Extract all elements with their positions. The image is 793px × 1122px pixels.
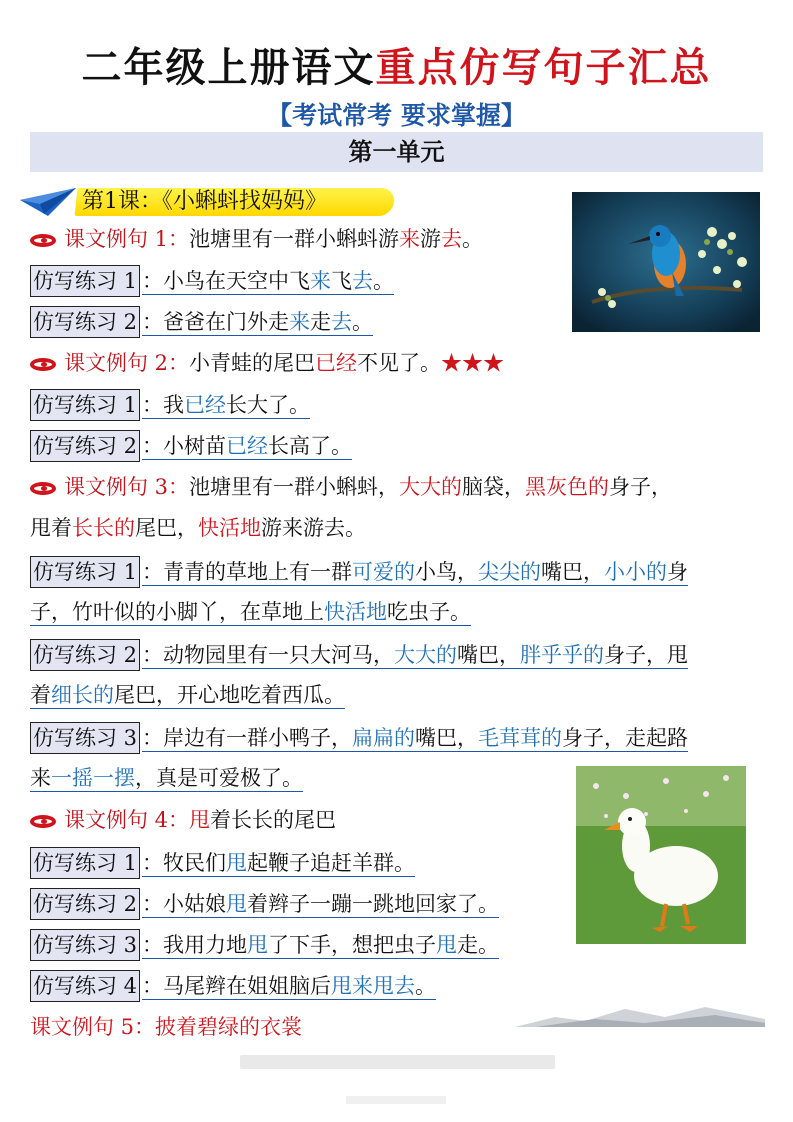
text-segment: ：小鸟在天空中飞 bbox=[142, 269, 311, 293]
text-segment: ：牧民们 bbox=[142, 851, 227, 875]
text-segment: 细长的 bbox=[51, 683, 114, 707]
example-label: 课文例句 2： bbox=[64, 351, 190, 375]
text-segment: 走 bbox=[310, 310, 332, 334]
text-segment: ：动物园里有一只大河马， bbox=[142, 643, 395, 667]
text-segment: 小小的 bbox=[604, 560, 668, 584]
text-segment: 身子，甩 bbox=[604, 643, 689, 667]
practice-sentence bbox=[30, 683, 345, 709]
practice-label-box: 仿写练习 2 bbox=[30, 430, 140, 462]
practice-line bbox=[30, 430, 352, 462]
text-segment: 毛茸茸的 bbox=[478, 726, 563, 750]
cut-off-example-5: 课文例句 5：披着碧绿的衣裳 bbox=[30, 1015, 303, 1039]
practice-sentence bbox=[142, 892, 499, 918]
text-segment: 小鸟， bbox=[415, 560, 479, 584]
practice-line bbox=[30, 306, 373, 338]
eye-bullet-icon bbox=[30, 358, 56, 371]
example-sentence-4 bbox=[30, 805, 336, 835]
text-segment: 已经 bbox=[184, 393, 227, 417]
text-segment: 长高了。 bbox=[268, 434, 353, 458]
practice-label-box: 仿写练习 3 bbox=[30, 929, 140, 961]
practice-sentence bbox=[142, 434, 352, 460]
text-segment: 快活地 bbox=[198, 516, 261, 540]
eye-bullet-icon bbox=[30, 482, 56, 495]
text-segment: 去 bbox=[331, 310, 353, 334]
text-segment: 来 bbox=[289, 310, 311, 334]
practice-line bbox=[30, 265, 394, 297]
example-sentence-1 bbox=[30, 224, 483, 254]
practice-label-box: 仿写练习 1 bbox=[30, 847, 140, 879]
text-segment: 嘴巴， bbox=[457, 643, 521, 667]
practice-sentence bbox=[30, 600, 471, 626]
text-segment: 来 bbox=[30, 766, 51, 790]
text-segment: 。 bbox=[373, 269, 395, 293]
text-segment: 游 bbox=[420, 227, 442, 251]
practice-label-box: 仿写练习 2 bbox=[30, 639, 140, 671]
text-segment: 扁扁的 bbox=[352, 726, 416, 750]
text-segment: 尾巴，开心地吃着西瓜。 bbox=[114, 683, 345, 707]
practice-sentence bbox=[142, 269, 394, 295]
paper-plane-icon bbox=[18, 186, 78, 218]
text-segment: 不见了。 bbox=[357, 351, 442, 375]
text-segment: 去 bbox=[441, 227, 463, 251]
text-segment: 。 bbox=[462, 227, 484, 251]
text-segment: 已经 bbox=[315, 351, 358, 375]
text-segment: 大大的 bbox=[394, 643, 458, 667]
text-segment: ：小姑娘 bbox=[142, 892, 227, 916]
text-segment: 身子， bbox=[609, 475, 673, 499]
practice-sentence bbox=[142, 310, 373, 336]
text-segment: 嘴巴， bbox=[415, 726, 479, 750]
practice-line bbox=[30, 639, 688, 671]
text-segment: 甩 bbox=[226, 892, 248, 916]
practice-label-box: 仿写练习 2 bbox=[30, 888, 140, 920]
example-label: 课文例句 1： bbox=[64, 227, 190, 251]
text-segment: ：我 bbox=[142, 393, 185, 417]
title-part2: 重点仿写句子汇总 bbox=[375, 45, 712, 91]
text-segment: ★★★ bbox=[441, 351, 505, 375]
example-label: 课文例句 4： bbox=[64, 808, 190, 832]
text-segment: 了下手，想把虫子 bbox=[268, 933, 437, 957]
practice-sentence bbox=[142, 974, 436, 1000]
text-segment: 尖尖的 bbox=[478, 560, 542, 584]
example-sentence-3-cont bbox=[30, 513, 366, 543]
practice-line bbox=[30, 763, 303, 793]
practice-sentence bbox=[142, 851, 415, 877]
text-segment: 着辫子一蹦一跳地回家了。 bbox=[247, 892, 500, 916]
text-segment: 尾巴， bbox=[135, 516, 198, 540]
text-segment: 。 bbox=[352, 310, 374, 334]
practice-sentence bbox=[142, 393, 310, 419]
practice-label-box: 仿写练习 1 bbox=[30, 389, 140, 421]
text-segment: 甩来甩去 bbox=[331, 974, 416, 998]
practice-label-box: 仿写练习 3 bbox=[30, 722, 140, 754]
text-segment: 已经 bbox=[226, 434, 269, 458]
practice-sentence bbox=[30, 766, 303, 792]
text-segment: 甩 bbox=[436, 933, 458, 957]
page-title bbox=[0, 36, 793, 93]
text-segment: 小青蛙的尾巴 bbox=[189, 351, 316, 375]
example-label: 课文例句 3： bbox=[64, 475, 190, 499]
text-segment: 着长长的尾巴 bbox=[210, 808, 337, 832]
ink-landscape-decoration bbox=[515, 1003, 765, 1027]
text-segment: 池塘里有一群小蝌蚪游 bbox=[189, 227, 400, 251]
kingfisher-image bbox=[572, 192, 760, 332]
text-segment: 身 bbox=[667, 560, 689, 584]
text-segment: 甩着 bbox=[30, 516, 72, 540]
text-segment: 子，竹叶似的小脚丫，在草地上 bbox=[30, 600, 324, 624]
text-segment: 着 bbox=[30, 683, 51, 707]
practice-line bbox=[30, 722, 688, 754]
example-sentence-2 bbox=[30, 348, 504, 378]
text-segment: ：爸爸在门外走 bbox=[142, 310, 290, 334]
text-segment: ：青青的草地上有一群 bbox=[142, 560, 353, 584]
practice-label-box: 仿写练习 1 bbox=[30, 556, 140, 588]
practice-line bbox=[30, 597, 471, 627]
eye-bullet-icon bbox=[30, 234, 56, 247]
practice-label-box: 仿写练习 2 bbox=[30, 306, 140, 338]
practice-line bbox=[30, 389, 310, 421]
practice-line bbox=[30, 556, 688, 588]
text-segment: 胖乎乎的 bbox=[520, 643, 605, 667]
practice-label-box: 仿写练习 4 bbox=[30, 970, 140, 1002]
text-segment: 来 bbox=[399, 227, 421, 251]
practice-sentence bbox=[142, 726, 688, 752]
text-segment: 长长的 bbox=[72, 516, 135, 540]
practice-sentence bbox=[142, 560, 688, 586]
text-segment: 池塘里有一群小蝌蚪， bbox=[189, 475, 400, 499]
text-segment: 。 bbox=[415, 974, 437, 998]
text-segment: 来 bbox=[310, 269, 332, 293]
text-segment: 一摇一摆 bbox=[51, 766, 135, 790]
text-segment: 可爱的 bbox=[352, 560, 416, 584]
title-part1: 二年级上册语文 bbox=[81, 45, 376, 91]
practice-line bbox=[30, 680, 345, 710]
text-segment: 去 bbox=[352, 269, 374, 293]
text-segment: 飞 bbox=[331, 269, 353, 293]
duck-image bbox=[576, 766, 746, 944]
text-segment: ：马尾辫在姐姐脑后 bbox=[142, 974, 332, 998]
example-sentence-3 bbox=[30, 472, 672, 502]
text-segment: ：岸边有一群小鸭子， bbox=[142, 726, 353, 750]
text-segment: 吃虫子。 bbox=[387, 600, 471, 624]
footer-watermark-bar bbox=[240, 1055, 555, 1069]
eye-bullet-icon bbox=[30, 815, 56, 828]
text-segment: 脑袋， bbox=[462, 475, 526, 499]
practice-line bbox=[30, 929, 499, 961]
text-segment: 快活地 bbox=[324, 600, 387, 624]
practice-sentence bbox=[142, 933, 499, 959]
footer-watermark-bar-2 bbox=[346, 1096, 446, 1104]
text-segment: ：小树苗 bbox=[142, 434, 227, 458]
text-segment: 嘴巴， bbox=[541, 560, 605, 584]
text-segment: 身子，走起路 bbox=[562, 726, 689, 750]
practice-line bbox=[30, 888, 499, 920]
text-segment: 甩 bbox=[226, 851, 248, 875]
practice-sentence bbox=[142, 643, 688, 669]
text-segment: 甩 bbox=[247, 933, 269, 957]
lesson-title: 第1课：《小蝌蚪找妈妈》 bbox=[82, 189, 327, 214]
text-segment: 大大的 bbox=[399, 475, 463, 499]
text-segment: 走。 bbox=[457, 933, 500, 957]
text-segment: 黑灰色的 bbox=[525, 475, 610, 499]
text-segment: 甩 bbox=[189, 808, 211, 832]
text-segment: ：我用力地 bbox=[142, 933, 248, 957]
page-subtitle: 【考试常考 要求掌握】 bbox=[267, 101, 526, 130]
text-segment: 起鞭子追赶羊群。 bbox=[247, 851, 416, 875]
practice-label-box: 仿写练习 1 bbox=[30, 265, 140, 297]
practice-line bbox=[30, 847, 415, 879]
text-segment: 游来游去。 bbox=[261, 516, 366, 540]
text-segment: 长大了。 bbox=[226, 393, 311, 417]
practice-line bbox=[30, 970, 436, 1002]
unit-heading: 第一单元 bbox=[30, 132, 763, 172]
text-segment: ，真是可爱极了。 bbox=[135, 766, 303, 790]
